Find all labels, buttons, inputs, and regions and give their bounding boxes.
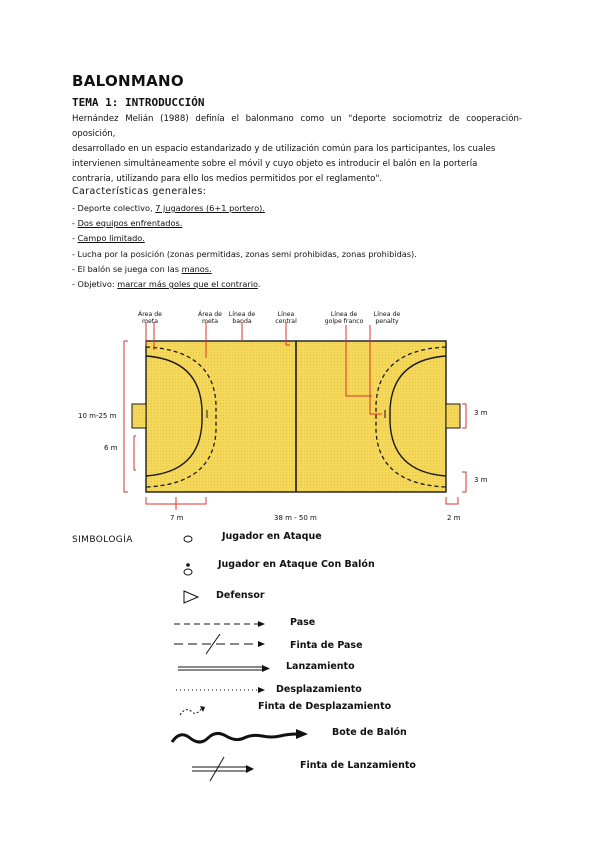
movement-feint-line bbox=[180, 708, 202, 715]
defender-icon bbox=[184, 591, 198, 603]
dribble-line bbox=[172, 733, 298, 742]
ball-icon bbox=[186, 563, 190, 567]
symbol-label: Finta de Lanzamiento bbox=[300, 760, 416, 771]
intro-line: desarrollado en un espacio estandarizado y de utilización común para los participantes, los cuales bbox=[72, 144, 496, 154]
attacker-with-ball-icon bbox=[184, 569, 192, 575]
symbol-label: Jugador en Ataque bbox=[222, 531, 322, 542]
feature-item: - Dos equipos enfrentados. bbox=[72, 218, 183, 229]
feature-item: - El balón se juega con las manos. bbox=[72, 263, 212, 274]
measure-seven-m: 7 m bbox=[170, 514, 184, 522]
feature-item: - Lucha por la posición (zonas permitidas, zonas semi prohibidas, zonas prohibidas). bbox=[72, 248, 417, 259]
attacker-icon bbox=[184, 536, 192, 542]
measure-six-m: 6 m bbox=[104, 444, 118, 452]
measure-three-m-top: 3 m bbox=[474, 409, 488, 417]
symbology-title: SIMBOLOGÍA bbox=[72, 535, 133, 545]
feature-item: - Campo limitado. bbox=[72, 233, 145, 244]
measure-two-m: 2 m bbox=[447, 514, 461, 522]
intro-line: intervienen simultáneamente sobre el móvil y cuyo objeto es introducir el balón en la portería bbox=[72, 159, 478, 169]
symbol-label: Defensor bbox=[216, 590, 265, 601]
symbol-label: Jugador en Ataque Con Balón bbox=[218, 559, 375, 570]
label-linea-golpe-franco: Línea de golpe franco bbox=[324, 311, 364, 325]
measure-length: 38 m - 50 m bbox=[274, 514, 317, 522]
label-area-meta-2: Área de meta bbox=[198, 311, 222, 325]
symbol-label: Lanzamiento bbox=[286, 661, 355, 672]
symbol-label: Pase bbox=[290, 617, 316, 628]
label-linea-penalty: Línea de penalty bbox=[373, 311, 401, 325]
symbol-label: Finta de Desplazamiento bbox=[258, 701, 392, 712]
symbol-label: Bote de Balón bbox=[332, 727, 407, 738]
symbol-label: Finta de Pase bbox=[290, 640, 363, 651]
label-linea-central: Línea central bbox=[275, 311, 297, 325]
intro-line: contraria, utilizando para ello los medios permitidos por el reglamento". bbox=[72, 174, 383, 184]
feature-item: - Objetivo: marcar más goles que el contrario. bbox=[72, 279, 261, 290]
section-subtitle: TEMA 1: INTRODUCCIÓN bbox=[72, 96, 205, 109]
label-linea-banda: Línea de banda bbox=[228, 311, 256, 325]
symbol-label: Desplazamiento bbox=[276, 684, 362, 695]
features-title: Características generales: bbox=[72, 186, 207, 197]
measure-three-m-bottom: 3 m bbox=[474, 476, 488, 484]
feature-item: - Deporte colectivo, 7 jugadores (6+1 portero). bbox=[72, 203, 265, 213]
intro-line: Hernández Melián (1988) definía el balonmano como un "deporte sociomotriz de cooperación-oposición, bbox=[72, 114, 522, 139]
measure-width: 10 m-25 m bbox=[78, 412, 117, 420]
document-title: BALONMANO bbox=[72, 72, 184, 90]
label-area-meta: Área de meta bbox=[138, 311, 162, 325]
